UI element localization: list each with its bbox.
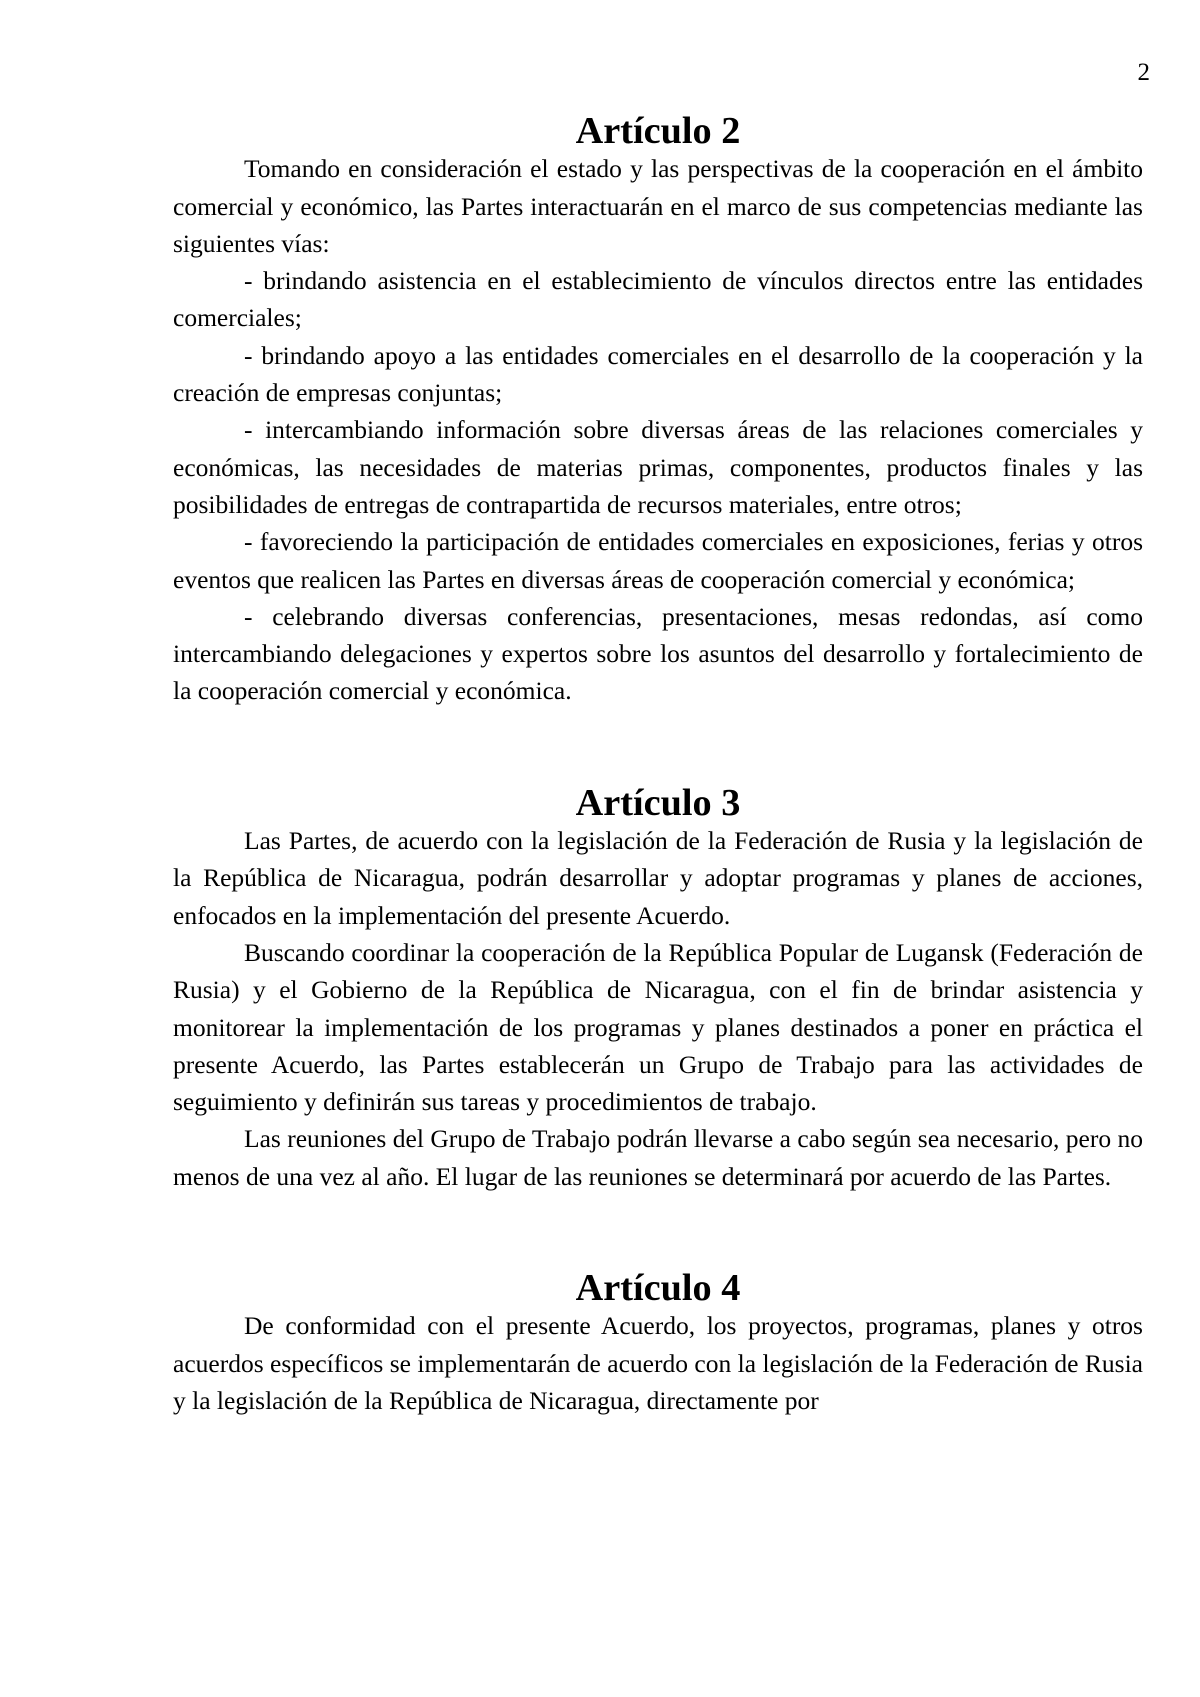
- article-paragraph: - brindando asistencia en el establecimiento de vínculos directos entre las entidades comerciales;: [173, 266, 1143, 333]
- article-heading: Artículo 2: [575, 110, 741, 152]
- article-paragraph: - intercambiando información sobre diversas áreas de las relaciones comerciales y económicas, las necesidades de materias primas, componentes, productos finales y las posibilidades de entregas de contrapartida de recursos materiales, entre otros;: [173, 415, 1143, 519]
- article-4: [173, 1267, 1143, 1419]
- article-paragraph: - brindando apoyo a las entidades comerciales en el desarrollo de la cooperación y la creación de empresas conjuntas;: [173, 340, 1143, 408]
- page-number: 2: [1137, 59, 1150, 86]
- section-spacer: [173, 1195, 1143, 1270]
- article-paragraph: - celebrando diversas conferencias, presentaciones, mesas redondas, así como intercambiando delegaciones y expertos sobre los asuntos del desarrollo y fortalecimiento de la cooperación comercial y económica.: [173, 601, 1143, 706]
- article-paragraph: Las Partes, de acuerdo con la legislación de la Federación de Rusia y la legislación de la República de Nicaragua, podrán desarrollar y adoptar programas y planes de acciones, enfocados en la implementación del presente Acuerdo.: [173, 826, 1143, 930]
- document-body: [173, 110, 1143, 1419]
- article-paragraph: De conformidad con el presente Acuerdo, los proyectos, programas, planes y otros acuerdos específicos se implementarán de acuerdo con la legislación de la Federación de Rusia y la legislación de la República de Nicaragua, directamente por: [173, 1311, 1143, 1415]
- section-spacer: [173, 710, 1143, 785]
- article-paragraph: - favoreciendo la participación de entidades comerciales en exposiciones, ferias y otros eventos que realicen las Partes en diversas áreas de cooperación comercial y económica;: [173, 527, 1143, 594]
- article-2: [173, 110, 1143, 710]
- article-paragraph: Buscando coordinar la cooperación de la República Popular de Lugansk (Federación de Rusia) y el Gobierno de la República de Nicaragua, con el fin de brindar asistencia y monitorear la implementación de los programas y planes destinados a poner en práctica el presente Acuerdo, las Partes establecerán un Grupo de Trabajo para las actividades de seguimiento y definirán sus tareas y procedimientos de trabajo.: [173, 937, 1143, 1117]
- article-heading: Artículo 3: [575, 781, 741, 824]
- article-heading: Artículo 4: [575, 1267, 741, 1310]
- article-paragraph: Tomando en consideración el estado y las perspectivas de la cooperación en el ámbito comercial y económico, las Partes interactuarán en el marco de sus competencias mediante las siguientes vías:: [173, 154, 1143, 258]
- article-3: [173, 781, 1143, 1195]
- article-paragraph: Las reuniones del Grupo de Trabajo podrán llevarse a cabo según sea necesario, pero no menos de una vez al año. El lugar de las reuniones se determinará por acuerdo de las Partes.: [173, 1124, 1143, 1191]
